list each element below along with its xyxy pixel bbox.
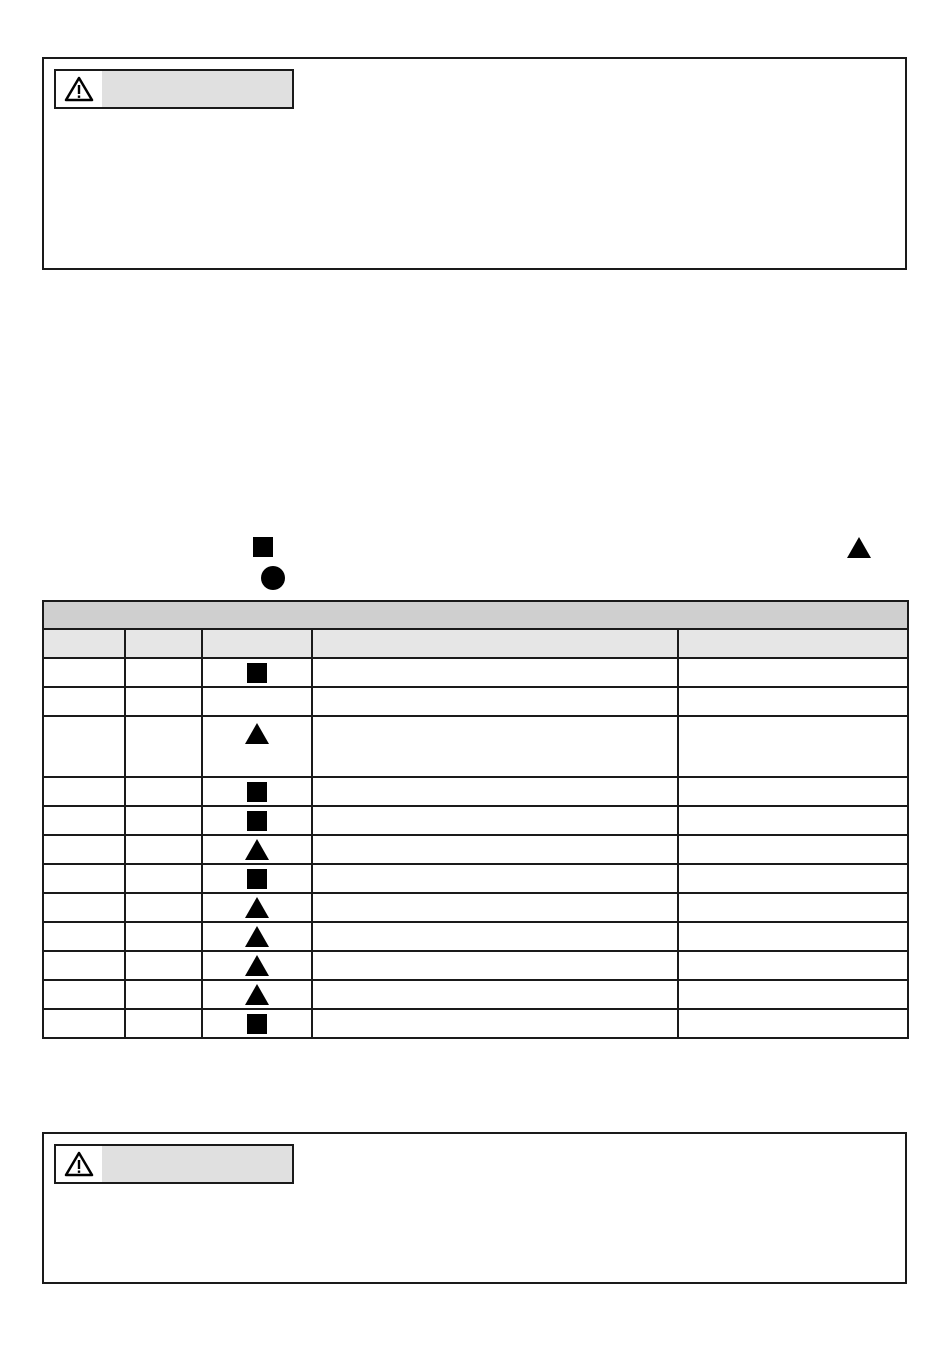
table-row <box>43 864 908 893</box>
column-header <box>125 629 202 658</box>
symbol-cell <box>202 980 312 1009</box>
symbol-cell <box>202 835 312 864</box>
table-row <box>43 806 908 835</box>
table-cell <box>125 864 202 893</box>
warning-box-top <box>42 57 907 270</box>
table-cell <box>43 835 125 864</box>
table-cell <box>312 864 678 893</box>
table-cell <box>312 922 678 951</box>
warning-label-text <box>102 71 292 107</box>
table-cell <box>125 777 202 806</box>
column-header <box>202 629 312 658</box>
symbol-cell <box>202 806 312 835</box>
filled-triangle-icon <box>245 839 269 860</box>
table-cell <box>43 864 125 893</box>
table-row <box>43 687 908 716</box>
symbol-cell <box>202 1009 312 1038</box>
table-cell <box>678 658 908 687</box>
table-cell <box>43 980 125 1009</box>
table-cell <box>678 835 908 864</box>
table-cell <box>312 951 678 980</box>
table-cell <box>125 806 202 835</box>
table-row <box>43 1009 908 1038</box>
column-header <box>312 629 678 658</box>
table-cell <box>312 893 678 922</box>
table-cell <box>125 716 202 777</box>
warning-label-top <box>54 69 294 109</box>
filled-triangle-icon <box>245 955 269 976</box>
table-cell <box>312 687 678 716</box>
table-cell <box>312 658 678 687</box>
symbol-cell <box>202 893 312 922</box>
table-cell <box>678 980 908 1009</box>
table-cell <box>43 922 125 951</box>
filled-triangle-icon <box>245 984 269 1005</box>
column-header <box>678 629 908 658</box>
table-row <box>43 658 908 687</box>
table-cell <box>43 777 125 806</box>
table-cell <box>312 980 678 1009</box>
filled-triangle-icon <box>245 926 269 947</box>
table-cell <box>312 1009 678 1038</box>
table-cell <box>43 893 125 922</box>
table-row <box>43 777 908 806</box>
table-row <box>43 980 908 1009</box>
table-cell <box>125 951 202 980</box>
table-cell <box>125 922 202 951</box>
table-cell <box>43 806 125 835</box>
table-cell <box>678 777 908 806</box>
table-row <box>43 716 908 777</box>
legend-triangle-icon <box>847 537 871 558</box>
filled-square-icon <box>247 811 267 831</box>
table-cell <box>125 658 202 687</box>
symbol-cell <box>202 864 312 893</box>
symbol-cell <box>202 922 312 951</box>
table-cell <box>678 893 908 922</box>
table-header-row <box>43 629 908 658</box>
table-cell <box>43 687 125 716</box>
table-cell <box>125 980 202 1009</box>
warning-box-bottom <box>42 1132 907 1284</box>
table-cell <box>125 687 202 716</box>
symbol-cell <box>202 658 312 687</box>
table-row <box>43 835 908 864</box>
filled-triangle-icon <box>245 897 269 918</box>
table-cell <box>43 951 125 980</box>
warning-label-bottom <box>54 1144 294 1184</box>
table-cell <box>678 687 908 716</box>
symbol-cell <box>202 777 312 806</box>
filled-square-icon <box>247 869 267 889</box>
table-row <box>43 951 908 980</box>
warning-triangle-icon <box>56 71 102 107</box>
table-cell <box>312 777 678 806</box>
filled-square-icon <box>247 1014 267 1034</box>
table-cell <box>312 806 678 835</box>
column-header <box>43 629 125 658</box>
table-cell <box>678 951 908 980</box>
legend-circle-icon <box>261 566 285 590</box>
table-row <box>43 893 908 922</box>
table-cell <box>125 1009 202 1038</box>
table-title <box>43 601 908 629</box>
table-cell <box>678 1009 908 1038</box>
table-cell <box>43 658 125 687</box>
table-cell <box>125 893 202 922</box>
table-cell <box>125 835 202 864</box>
warning-label-text <box>102 1146 292 1182</box>
table-title-row <box>43 601 908 629</box>
filled-square-icon <box>247 782 267 802</box>
symbol-cell <box>202 951 312 980</box>
filled-triangle-icon <box>245 723 269 744</box>
table-cell <box>312 835 678 864</box>
symbol-cell <box>202 716 312 777</box>
table-cell <box>678 922 908 951</box>
warning-triangle-icon <box>56 1146 102 1182</box>
table-cell <box>678 806 908 835</box>
table-cell <box>43 716 125 777</box>
table-cell <box>678 716 908 777</box>
table-cell <box>678 864 908 893</box>
filled-square-icon <box>247 663 267 683</box>
table-row <box>43 922 908 951</box>
legend-square-icon <box>253 537 273 557</box>
table-cell <box>312 716 678 777</box>
maintenance-table <box>42 600 909 1039</box>
symbol-cell <box>202 687 312 716</box>
table-cell <box>43 1009 125 1038</box>
